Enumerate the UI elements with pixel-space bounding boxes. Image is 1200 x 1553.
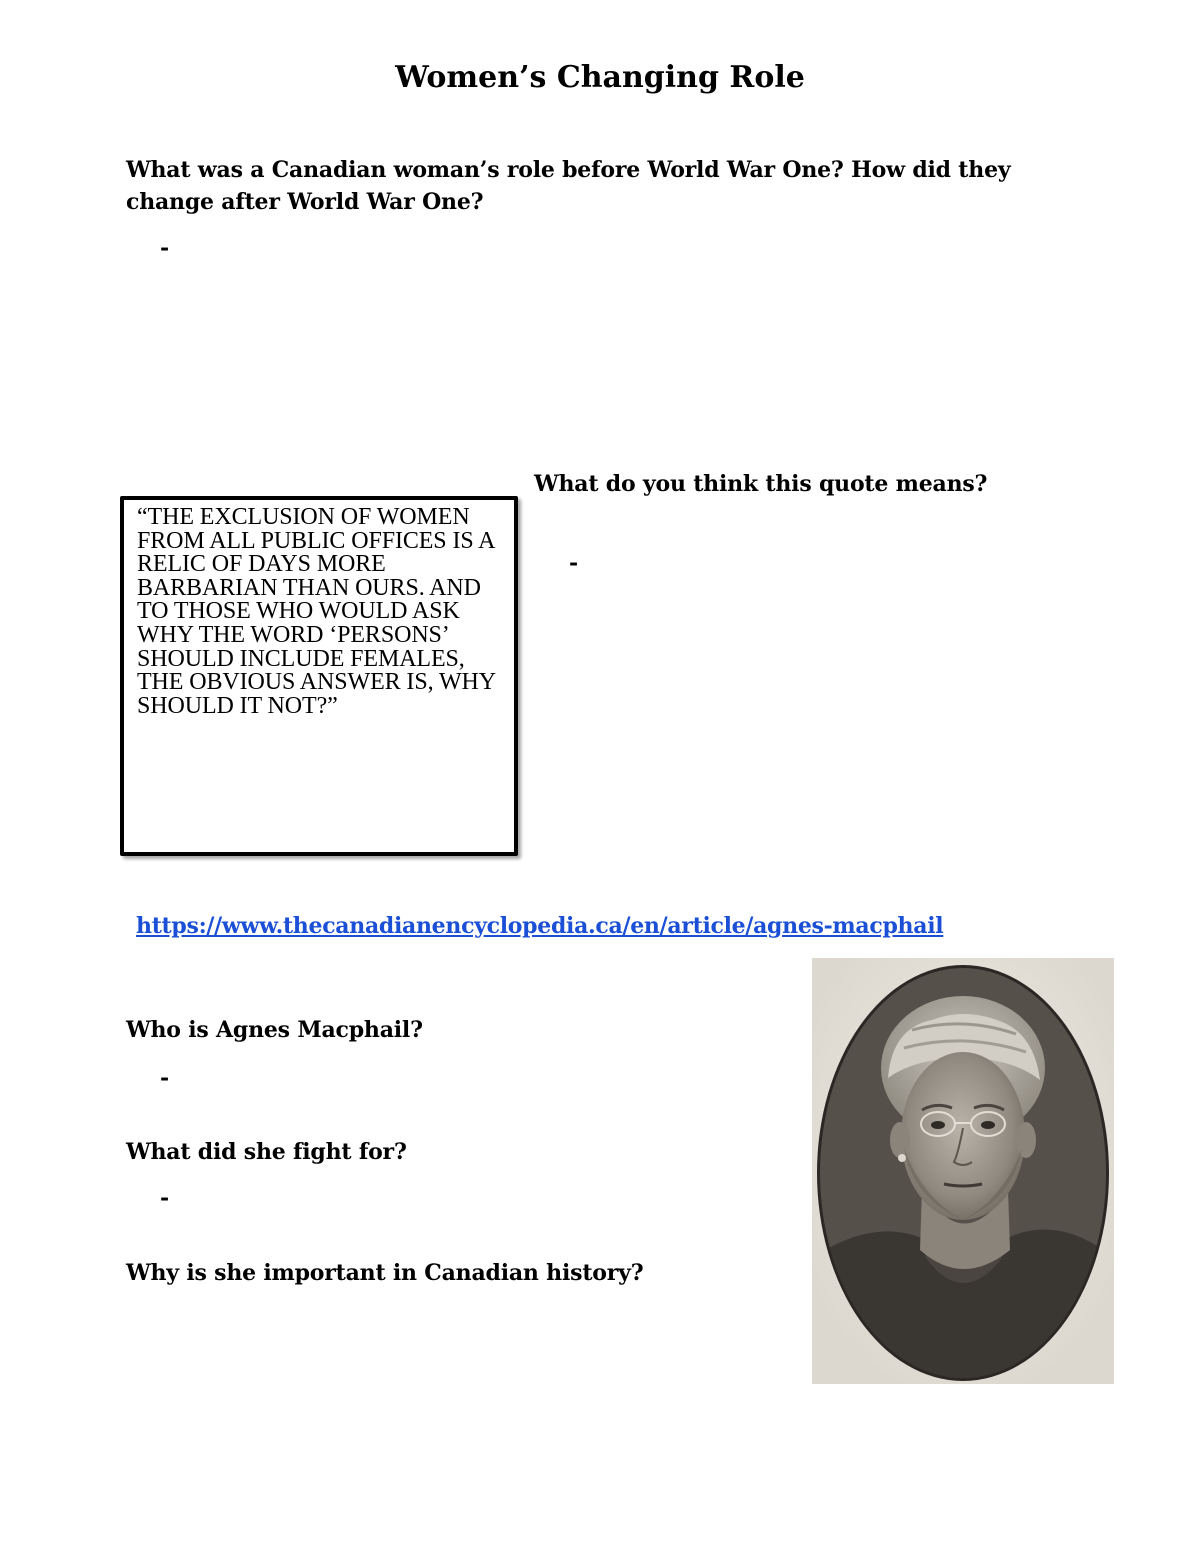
question-womens-role: What was a Canadian woman’s role before World War One? How did they change after World War One? [126, 157, 1011, 215]
quote-text: “THE EXCLUSION OF WOMEN FROM ALL PUBLIC OFFICES IS A RELIC OF DAYS MORE BARBARIAN THAN OURS. AND TO THOSE WHO WOULD ASK WHY THE WORD ‘PERSONS’ SHOULD INCLUDE FEMALES, THE OBVIOUS ANSWER IS, WHY SHOULD IT NOT?” [137, 504, 496, 719]
question-importance: Why is she important in Canadian history? [126, 1260, 644, 1286]
question-who-is-agnes: Who is Agnes Macphail? [126, 1017, 423, 1043]
quote-box [120, 496, 518, 856]
question-quote-meaning: What do you think this quote means? [534, 471, 988, 497]
answer-marker: - [160, 1065, 170, 1091]
portrait-photo [812, 958, 1114, 1384]
question-what-she-fought-for: What did she fight for? [126, 1139, 407, 1165]
answer-marker: - [160, 235, 170, 261]
encyclopedia-link[interactable]: https://www.thecanadianencyclopedia.ca/en/article/agnes-macphail [136, 913, 944, 939]
answer-marker: - [160, 1185, 170, 1211]
page-title: Women’s Changing Role [395, 60, 805, 95]
answer-marker: - [569, 550, 579, 576]
